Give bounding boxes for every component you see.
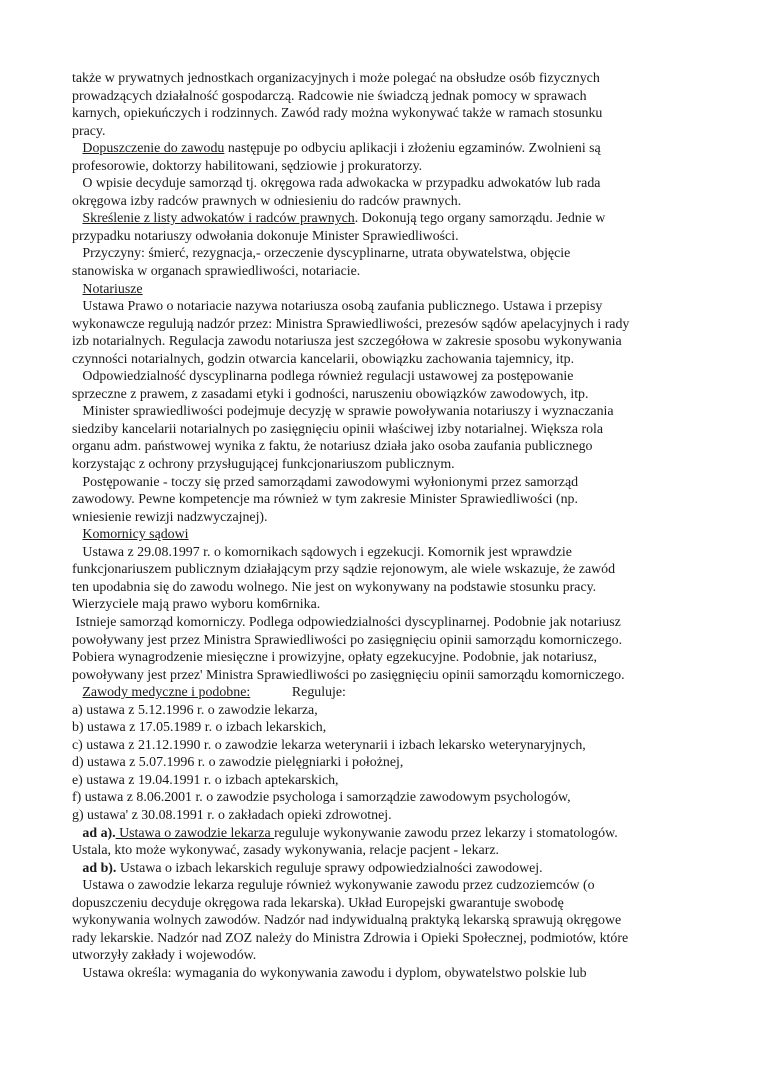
section-heading: Komornicy sądowi: [82, 527, 189, 543]
text-line: funkcjonariuszem publicznym działającym przy sądzie rejonowym, ale wiele wskazuje, że zawód: [72, 562, 616, 578]
text-line: profesorowie, doktorzy habilitowani, sędziowie j prokuratorzy.: [72, 158, 423, 174]
text-segment: reguluje wykonywanie zawodu przez lekarzy i stomatologów.: [274, 825, 618, 841]
text-line: powoływany jest przez Ministra Sprawiedliwości po zasięgnięciu opinii samorządu komorniczego.: [72, 632, 623, 648]
text-segment: [72, 211, 82, 226]
text-line: d) ustawa z 5.07.1996 r. o zawodzie pielęgniarki i położnej,: [72, 755, 404, 771]
text-line: wykonywania wolnych zawodów. Nadzór nad indywidualną praktyką lekarską sprawują okręgowe: [72, 913, 622, 929]
text-line: sprzeczne z prawem, z zasadami etyki i godności, naruszeniu obowiązków zawodowych, itp.: [72, 386, 589, 402]
text-line: a) ustawa z 5.12.1996 r. o zawodzie lekarza,: [72, 702, 318, 718]
text-line: c) ustawa z 21.12.1990 r. o zawodzie lekarza weterynarii i izbach lekarsko weterynaryjnych,: [72, 737, 586, 753]
text-segment: [72, 141, 82, 156]
text-line: [72, 140, 712, 158]
text-line: izb notarialnych. Regulacja zawodu notariusza jest szczegółowa w zakresie sposobu wykonywania: [72, 334, 622, 350]
section-heading: Skreślenie z listy adwokatów i radców prawnych: [82, 211, 355, 227]
section-heading: Zawody medyczne i podobne:: [82, 685, 251, 701]
text-line: dopuszczeniu decyduje okręgowa rada lekarska). Układ Europejski gwarantuje swobodę: [72, 895, 564, 911]
text-line: przypadku notariuszy odwołania dokonuje Minister Sprawiedliwości.: [72, 228, 459, 244]
text-line: organu adm. państwowej wynika z faktu, że notariusz działa jako osoba zaufania publicznego: [72, 439, 593, 455]
text-line: Ustawa z 29.08.1997 r. o komornikach sądowych i egzekucji. Komornik jest wprawdzie: [72, 544, 572, 560]
text-line: g) ustawa' z 30.08.1991 r. o zakładach opieki zdrowotnej.: [72, 807, 392, 823]
text-line: zawodowy. Pewne kompetencje ma również w tym zakresie Minister Sprawiedliwości (np.: [72, 492, 578, 508]
text-line: f) ustawa z 8.06.2001 r. o zawodzie psychologa i samorządzie zawodowym psychologów,: [72, 790, 571, 806]
text-line: rady lekarskie. Nadzór nad ZOZ należy do Ministra Zdrowia i Opieki Społecznej, podmiotów, które: [72, 930, 629, 946]
text-line: pracy.: [72, 123, 106, 139]
text-line: czynności notarialnych, godzin otwarcia kancelarii, obowiązku zachowania tajemnicy, itp.: [72, 351, 575, 367]
bold-marker: ad b).: [82, 860, 117, 876]
text-line: [72, 281, 712, 299]
text-line: [72, 684, 712, 702]
text-line: korzystając z ochrony przysługującej funkcjonariuszom publicznym.: [72, 457, 455, 473]
text-segment: Ustawa o izbach lekarskich reguluje sprawy odpowiedzialności zawodowej.: [116, 860, 543, 876]
text-line: [72, 860, 712, 878]
bold-marker: ad a).: [82, 825, 116, 841]
text-line: b) ustawa z 17.05.1989 r. o izbach lekarskich,: [72, 720, 327, 736]
text-segment: . Dokonują tego organy samorządu. Jednie w: [354, 211, 606, 227]
text-line: Przyczyny: śmierć, rezygnacja,- orzeczenie dyscyplinarne, utrata obywatelstwa, objęcie: [72, 246, 571, 262]
text-segment: Reguluje:: [250, 685, 346, 701]
text-line: Odpowiedzialność dyscyplinarna podlega również regulacji ustawowej za postępowanie: [72, 369, 574, 385]
text-line: Ustawa określa: wymagania do wykonywania zawodu i dyplom, obywatelstwo polskie lub: [72, 965, 587, 981]
section-heading: Notariusze: [82, 281, 143, 297]
text-segment: [72, 527, 82, 542]
text-line: wykonawcze regulują nadzór przez: Ministra Sprawiedliwości, prezesów sądów apelacyjnych i rady: [72, 316, 630, 332]
text-line: okręgowa izby radców prawnych w odniesieniu do radców prawnych.: [72, 193, 462, 209]
text-line: Istnieje samorząd komorniczy. Podlega odpowiedzialności dyscyplinarnej. Podobnie jak notariusz: [72, 614, 621, 630]
text-line: [72, 825, 712, 843]
text-line: także w prywatnych jednostkach organizacyjnych i może polegać na obsłudze osób fizycznych: [72, 71, 600, 86]
text-segment: [72, 282, 82, 297]
text-segment: [72, 685, 82, 700]
text-line: Wierzyciele mają prawo wyboru kom6rnika.: [72, 597, 321, 613]
text-line: wniesienie rewizji nadzwyczajnej).: [72, 509, 268, 525]
text-line: Postępowanie - toczy się przed samorządami zawodowymi wyłonionymi przez samorząd: [72, 474, 579, 490]
text-line: powoływany jest przez' Ministra Sprawiedliwości po zasięgnięciu opinii samorządu komorniczego.: [72, 667, 625, 683]
text-line: Ustawa Prawo o notariacie nazywa notariusza osobą zaufania publicznego. Ustawa i przepisy: [72, 299, 603, 315]
document-page: [72, 70, 712, 982]
text-line: stanowiska w organach sprawiedliwości, notariacie.: [72, 264, 361, 280]
text-line: Ustawa o zawodzie lekarza reguluje również wykonywanie zawodu przez cudzoziemców (o: [72, 878, 595, 894]
text-segment: [72, 826, 82, 841]
text-line: Ustala, kto może wykonywać, zasady wykonywania, relacje pacjent - lekarz.: [72, 843, 499, 859]
section-heading: Ustawa o zawodzie lekarza: [115, 825, 275, 841]
text-line: O wpisie decyduje samorząd tj. okręgowa rada adwokacka w przypadku adwokatów lub rada: [72, 176, 601, 192]
text-line: [72, 210, 712, 228]
text-line: Minister sprawiedliwości podejmuje decyzję w sprawie powoływania notariuszy i wyznaczania: [72, 404, 614, 420]
text-line: ten upodabnia się do zawodu wolnego. Nie jest on wykonywany na podstawie stosunku pracy.: [72, 579, 597, 595]
section-heading: Dopuszczenie do zawodu: [82, 141, 225, 157]
text-segment: następuje po odbyciu aplikacji i złożeniu egzaminów. Zwolnieni są: [224, 141, 601, 157]
text-line: karnych, opiekuńczych i rodzinnych. Zawód rady można wykonywać także w ramach stosunku: [72, 106, 603, 122]
text-line: [72, 526, 712, 544]
text-line: Pobiera wynagrodzenie miesięczne i prowizyjne, opłaty egzekucyjne. Podobnie, jak notariusz,: [72, 650, 597, 666]
text-line: siedziby kancelarii notarialnych po zasięgnięciu opinii właściwej izby notarialnej. Większa rola: [72, 421, 604, 437]
text-segment: [72, 861, 82, 876]
text-line: prowadzących działalność gospodarczą. Radcowie nie świadczą jednak pomocy w sprawach: [72, 88, 587, 104]
text-line: utworzyły zakłady i wojewodów.: [72, 948, 257, 964]
text-line: e) ustawa z 19.04.1991 r. o izbach aptekarskich,: [72, 772, 339, 788]
